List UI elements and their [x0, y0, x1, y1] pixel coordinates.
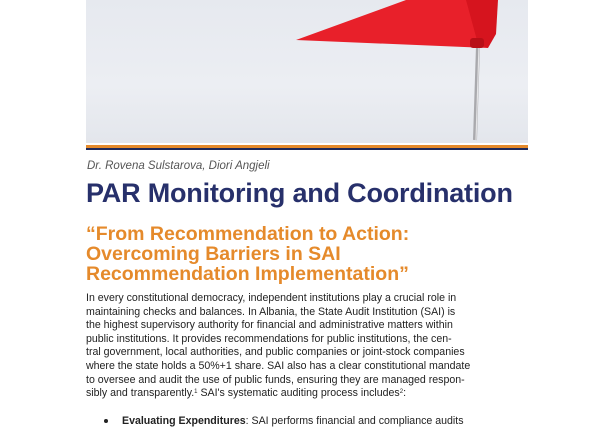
- body-line: the highest supervisory authority for financial and administrative matters within: [86, 319, 453, 332]
- article-body: [86, 292, 528, 401]
- subtitle-line: “From Recommendation to Action:: [86, 223, 410, 245]
- bullet-item: [104, 415, 464, 427]
- bullet-text: : SAI performs financial and compliance audits: [245, 415, 464, 427]
- body-line: to oversee and audit the use of public funds, ensuring they are managed respon-: [86, 373, 465, 386]
- subtitle-line: Overcoming Barriers in SAI: [86, 243, 341, 265]
- body-line: public institutions. It provides recommendations for public institutions, the cen-: [86, 332, 452, 345]
- body-text: sibly and transparently.: [86, 387, 195, 400]
- body-text: :: [403, 387, 407, 400]
- body-line: In every constitutional democracy, independent institutions play a crucial role in: [86, 292, 457, 304]
- header-photo: [86, 0, 528, 143]
- pushpin-flag-icon: [86, 0, 528, 143]
- footnote-ref[interactable]: 2: [399, 389, 404, 396]
- body-text: SAI's systematic auditing process includes: [197, 387, 400, 400]
- bullet-term: Evaluating Expenditures: [122, 415, 246, 427]
- article-subtitle: [86, 224, 526, 284]
- subtitle-line: Recommendation Implementation”: [86, 263, 409, 285]
- body-line: maintaining checks and balances. In Albania, the State Audit Institution (SAI) is: [86, 305, 456, 318]
- article-authors: Dr. Rovena Sulstarova, Diori Angjeli: [87, 160, 270, 172]
- body-line: tral government, local authorities, and public companies or joint-stock companies: [86, 346, 465, 359]
- divider-navy: [86, 148, 528, 150]
- body-line: where the state holds a 50%+1 share. SAI also has a clear constitutional mandate: [86, 359, 471, 372]
- footnote-ref[interactable]: 1: [194, 389, 198, 396]
- body-line-last: [86, 387, 528, 401]
- article-title: PAR Monitoring and Coordination: [86, 178, 513, 208]
